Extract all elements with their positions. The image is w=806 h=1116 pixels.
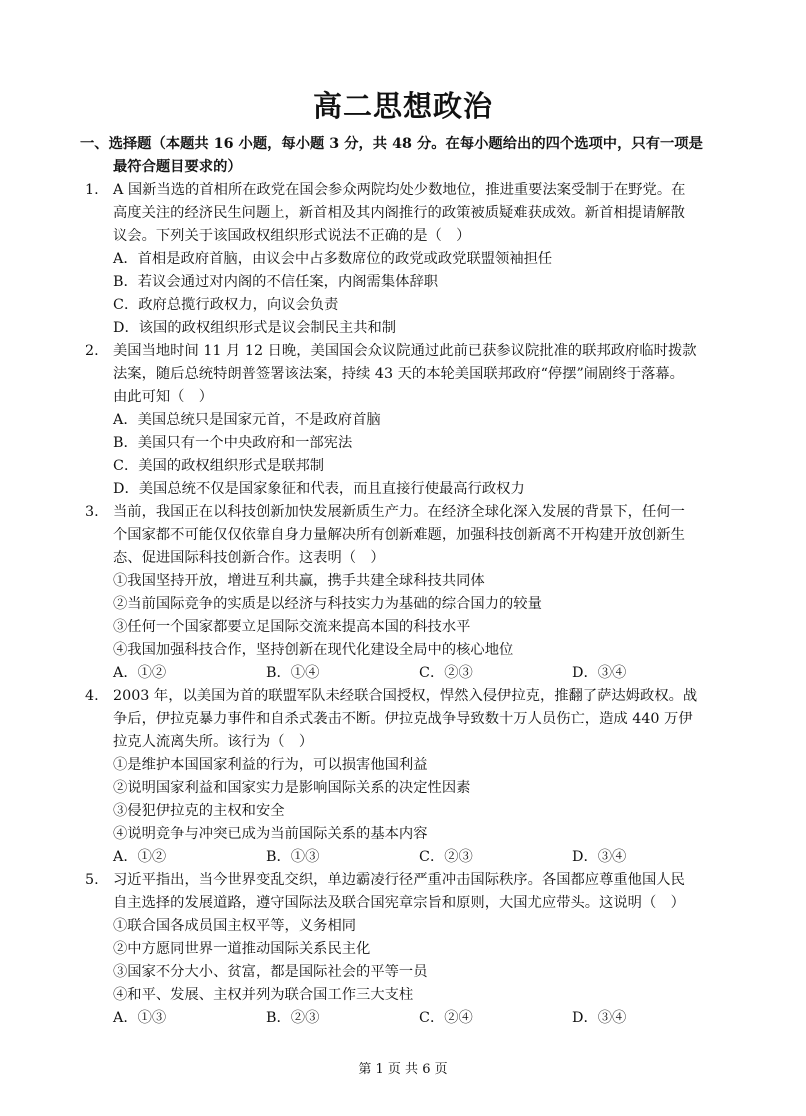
statement-2: ②中方愿同世界一道推动国际关系民主化 [113,941,371,957]
statement-4: ④和平、发展、主权并列为联合国工作三大支柱 [113,987,414,1003]
option-a: A．美国总统只是国家元首，不是政府首脑 [113,412,381,428]
section-heading-line1: 一、选择题（本题共 16 小题，每小题 3 分，共 48 分。在每小题给出的四个选项中，只有一项是 [80,136,703,152]
option-b: B．若议会通过对内阁的不信任案，内阁需集体辞职 [113,274,439,290]
statement-1: ①我国坚持开放，增进互利共赢，携手共建全球科技共同体 [113,573,485,589]
statement-1: ①是维护本国国家利益的行为，可以损害他国利益 [113,757,428,773]
question-stem-line: 个国家都不可能仅仅依靠自身力量解决所有创新难题，加强科技创新离不开构建开放创新生 [113,527,685,543]
choice-c: C．②④ [419,1010,473,1026]
question-stem-line: 态、促进国际科技创新合作。这表明（ ） [113,550,385,566]
question-number: 3. [85,504,99,520]
choice-a: A．①② [113,665,167,681]
statement-2: ②当前国际竞争的实质是以经济与科技实力为基础的综合国力的较量 [113,596,542,612]
choice-b: B．①③ [266,849,320,865]
choice-d: D．③④ [572,665,627,681]
statement-3: ③任何一个国家都要立足国际交流来提高本国的科技水平 [113,619,471,635]
choice-d: D．③④ [572,1010,627,1026]
choice-b: B．②③ [266,1010,320,1026]
choice-d: D．③④ [572,849,627,865]
statement-4: ④我国加强科技合作，坚持创新在现代化建设全局中的核心地位 [113,642,514,658]
choice-a: A．①③ [113,1010,167,1026]
choice-b: B．①④ [266,665,320,681]
question-number: 4. [85,688,99,704]
question-stem-line: A 国新当选的首相所在政党在国会参众两院均处少数地位，推进重要法案受制于在野党。在 [113,182,686,198]
question-number: 5. [85,872,99,888]
question-stem-line: 争后，伊拉克暴力事件和自杀式袭击不断。伊拉克战争导致数十万人员伤亡，造成 440 万伊 [113,711,693,727]
page-title: 高二思想政治 [312,89,493,123]
question-number: 1. [85,182,99,198]
option-a: A．首相是政府首脑，由议会中占多数席位的政党或政党联盟领袖担任 [113,251,553,267]
option-d: D．美国总统不仅是国家象征和代表，而且直接行使最高行政权力 [113,481,525,497]
statement-1: ①联合国各成员国主权平等，义务相同 [113,918,357,934]
question-stem-line: 由此可知（ ） [113,389,214,405]
option-b: B．美国只有一个中央政府和一部宪法 [113,435,353,451]
choice-a: A．①② [113,849,167,865]
question-stem-line: 习近平指出，当今世界变乱交织，单边霸凌行径严重冲击国际秩序。各国都应尊重他国人民 [113,872,685,888]
statement-2: ②说明国家利益和国家实力是影响国际关系的决定性因素 [113,780,471,796]
statement-4: ④说明竞争与冲突已成为当前国际关系的基本内容 [113,826,428,842]
statement-3: ③国家不分大小、贫富，都是国际社会的平等一员 [113,964,428,980]
statement-3: ③侵犯伊拉克的主权和安全 [113,803,285,819]
page-footer: 第 1 页 共 6 页 [358,1062,448,1077]
question-stem-line: 2003 年，以美国为首的联盟军队未经联合国授权，悍然入侵伊拉克，推翻了萨达姆政权。战 [113,688,698,704]
question-stem-line: 高度关注的经济民生问题上，新首相及其内阁推行的政策被质疑难获成效。新首相提请解散 [113,205,685,221]
option-d: D．该国的政权组织形式是议会制民主共和制 [113,320,397,336]
question-stem-line: 美国当地时间 11 月 12 日晚，美国国会众议院通过此前已获参议院批准的联邦政府临时拨款 [113,343,697,359]
question-stem-line: 法案，随后总统特朗普签署该法案，持续 43 天的本轮美国联邦政府“停摆”闹剧终于落幕。 [113,366,684,382]
choice-c: C．②③ [419,665,473,681]
choice-c: C．②③ [419,849,473,865]
question-number: 2. [85,343,99,359]
option-c: C．政府总揽行政权力，向议会负责 [113,297,339,313]
question-stem-line: 议会。下列关于该国政权组织形式说法不正确的是（ ） [113,228,471,244]
option-c: C．美国的政权组织形式是联邦制 [113,458,325,474]
question-stem-line: 当前，我国正在以科技创新加快发展新质生产力。在经济全球化深入发展的背景下，任何一 [113,504,685,520]
section-heading-line2: 最符合题目要求的） [113,159,242,175]
question-stem-line: 自主选择的发展道路，遵守国际法及联合国宪章宗旨和原则，大国尤应带头。这说明（ ） [113,895,685,911]
question-stem-line: 拉克人流离失所。该行为（ ） [113,734,314,750]
